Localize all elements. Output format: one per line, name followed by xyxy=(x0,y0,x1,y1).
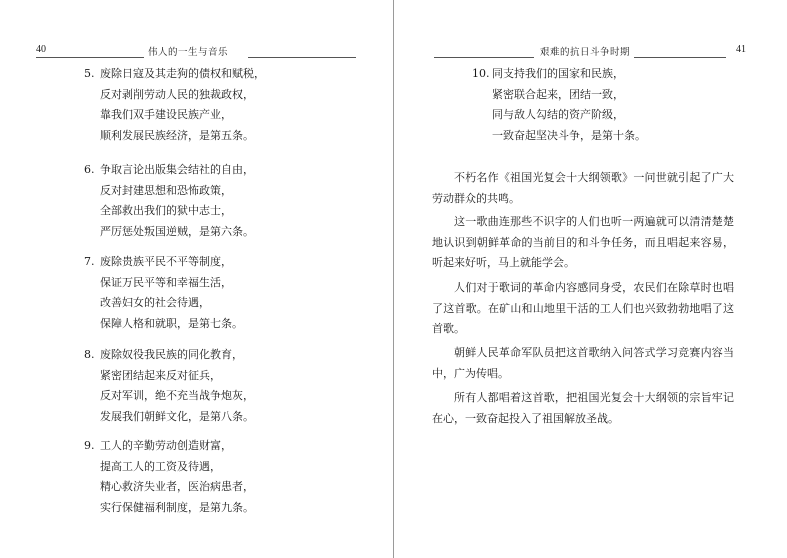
stanza-line: 靠我们双手建设民族产业， xyxy=(100,108,232,121)
stanza-line: 7. 废除贵族平民不平等制度， xyxy=(84,252,243,273)
header-rule-right-a xyxy=(434,57,534,58)
paragraph-1: 不朽名作《祖国光复会十大纲领歌》一问世就引起了广大劳动群众的共鸣。 xyxy=(432,171,734,205)
stanza-line: 反对封建思想和恐怖政策， xyxy=(100,183,232,197)
paragraph-5: 所有人都唱着这首歌，把祖国光复会十大纲领的宗旨牢记在心，一致奋起投入了祖国解放圣战。 xyxy=(432,391,734,425)
stanza-6 xyxy=(84,160,254,242)
stanza-line: 反对剥削劳动人民的独裁政权， xyxy=(100,87,254,101)
stanza-line: 紧密联合起来，团结一致， xyxy=(492,87,624,101)
page-number-right: 41 xyxy=(736,44,746,55)
stanza-line: 发展我们朝鲜文化，是第八条。 xyxy=(100,409,254,423)
stanza-line: 8. 废除奴役我民族的同化教育， xyxy=(84,345,254,366)
stanza-line: 5. 废除日寇及其走狗的债权和赋税， xyxy=(84,64,265,85)
stanza-number: 10. xyxy=(472,67,490,80)
stanza-number: 8. xyxy=(84,348,95,361)
stanza-line: 6. 争取言论出版集会结社的自由， xyxy=(84,160,254,181)
header-rule-left-a xyxy=(36,57,144,58)
stanza-line: 保证万民平等和幸福生活， xyxy=(100,275,232,289)
stanza-number: 6. xyxy=(84,163,95,176)
stanza-number: 5. xyxy=(84,67,95,80)
stanza-line: 同与敌人勾结的资产阶级， xyxy=(492,108,624,121)
stanza-line: 10. 同支持我们的国家和民族， xyxy=(472,64,646,85)
stanza-number: 7. xyxy=(84,255,95,268)
header-rule-right-b xyxy=(634,57,726,58)
stanza-line: 全部救出我们的狱中志士， xyxy=(100,204,232,217)
stanza-line: 提高工人的工资及待遇， xyxy=(100,459,221,473)
stanza-line: 精心救济失业者，医治病患者， xyxy=(100,480,254,493)
stanza-line: 9. 工人的辛勤劳动创造财富， xyxy=(84,436,254,457)
stanza-7 xyxy=(84,252,243,334)
stanza-line: 一致奋起坚决斗争，是第十条。 xyxy=(492,128,646,142)
left-page xyxy=(0,0,393,558)
running-title-left: 伟人的一生与音乐 xyxy=(148,47,229,58)
page-number-left: 40 xyxy=(36,44,46,55)
stanza-line: 严厉惩处叛国逆贼，是第六条。 xyxy=(100,224,254,238)
stanza-5 xyxy=(84,64,265,146)
stanza-number: 9. xyxy=(84,439,95,452)
running-title-right: 艰难的抗日斗争时期 xyxy=(540,47,631,58)
paragraph-4: 朝鲜人民革命军队员把这首歌纳入问答式学习竞赛内容当中，广为传唱。 xyxy=(432,346,734,380)
stanza-line: 实行保健福利制度，是第九条。 xyxy=(100,500,254,514)
stanza-10 xyxy=(472,64,646,146)
stanza-line: 反对军训，绝不充当战争炮灰， xyxy=(100,389,254,402)
stanza-9 xyxy=(84,436,254,518)
header-rule-left-b xyxy=(248,57,356,58)
stanza-line: 保障人格和就职，是第七条。 xyxy=(100,316,243,330)
stanza-line: 紧密团结起来反对征兵， xyxy=(100,368,221,382)
stanza-line: 顺利发展民族经济，是第五条。 xyxy=(100,128,254,142)
paragraph-2: 这一歌曲连那些不识字的人们也听一两遍就可以清清楚楚地认识到朝鲜革命的当前目的和斗争任务，而且唱起来容易，听起来好听，马上就能学会。 xyxy=(432,215,734,269)
stanza-line: 改善妇女的社会待遇， xyxy=(100,296,210,309)
right-page xyxy=(394,0,787,558)
stanza-8 xyxy=(84,345,254,427)
paragraph-3: 人们对于歌词的革命内容感同身受，农民们在除草时也唱了这首歌。在矿山和山地里干活的工人们也兴致勃勃地唱了这首歌。 xyxy=(432,281,734,335)
